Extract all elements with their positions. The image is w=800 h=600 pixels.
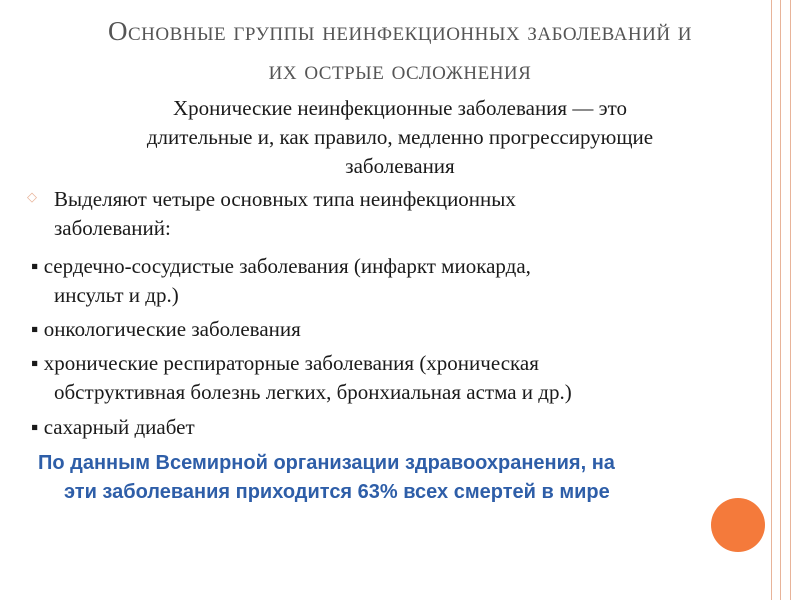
list-item: ▪ сахарный диабет bbox=[31, 415, 195, 439]
lead-text: заболеваний: bbox=[54, 216, 171, 240]
list-item-continuation: инсульт и др.) bbox=[54, 283, 179, 307]
decorative-circle bbox=[711, 498, 765, 552]
slide-title-continued: их острые осложнения bbox=[268, 55, 532, 85]
diamond-outline-icon: ◇ bbox=[27, 189, 37, 204]
intro-text: длительные и, как правило, медленно прогрессирующие bbox=[146, 125, 654, 149]
frame-line bbox=[790, 0, 791, 600]
who-statistic: эти заболевания приходится 63% всех смертей в мире bbox=[64, 481, 610, 503]
list-item: ▪ хронические респираторные заболевания (хроническая bbox=[31, 351, 539, 375]
frame-line bbox=[780, 0, 781, 600]
list-item: ▪ сердечно-сосудистые заболевания (инфаркт миокарда, bbox=[31, 254, 531, 278]
frame-line bbox=[771, 0, 772, 600]
intro-text: Хронические неинфекционные заболевания — это bbox=[172, 96, 627, 120]
who-statistic: По данным Всемирной организации здравоохранения, на bbox=[38, 452, 615, 474]
intro-text: заболевания bbox=[345, 154, 455, 178]
list-item: ▪ онкологические заболевания bbox=[31, 317, 301, 341]
slide-title: Основные группы неинфекционных заболеваний и bbox=[107, 16, 693, 46]
list-item-continuation: обструктивная болезнь легких, бронхиальная астма и др.) bbox=[54, 380, 572, 404]
lead-text: Выделяют четыре основных типа неинфекционных bbox=[54, 187, 516, 211]
